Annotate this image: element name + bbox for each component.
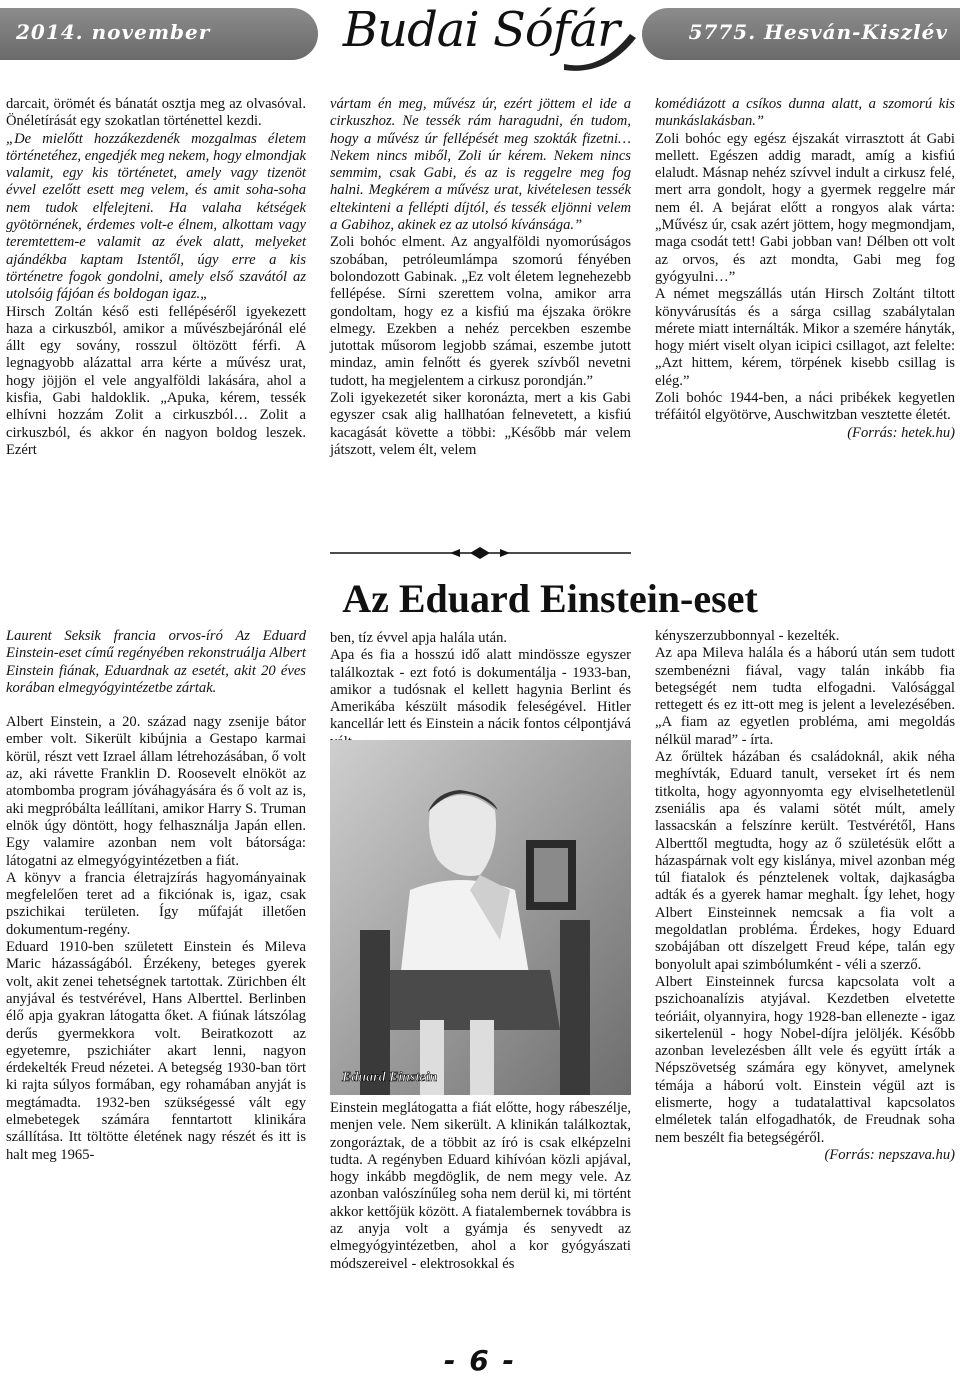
paragraph: kényszerzubbonnyal - kezelték. (655, 628, 840, 644)
article1-column-1 (6, 96, 306, 459)
paragraph: ben, tíz évvel apja halála után. (330, 630, 508, 646)
source-credit: (Forrás: hetek.hu) (847, 424, 955, 441)
paragraph: Apa és fia a hosszú idő alatt mindössze egyszer találkoztak - ezt fotó is dokumentálja - 1933-ban, amikor a tudósnak el kellett hagynia Berlint és Amerikába készült második feleségével. Hitler kancellár lett és Einstein a nácik fontos célpontjává (330, 647, 631, 733)
paragraph: Zoli bohóc 1944-ben, a náci pribékek kegyetlen tréfáitól elgyötörve, Auschwitzban vesztette életét. (655, 390, 955, 424)
masthead-logo: Budai Sófár (342, 2, 620, 58)
hebrew-date: 5775. Hesván-Kiszlév (688, 20, 948, 44)
article2-column-2-bottom (330, 1100, 631, 1273)
paragraph: „De mielőtt hozzákezdenék mozgalmas életem történetéhez, engedjék meg nekem, hogy elmondjak valamit, egy kis történetet, amely vagy tizenöt évvel ezelőtt esett meg velem, és amit soha-soha nem tudok elfelejteni. Ha valaha kétségek gyötörnének, érdemes volt-e élnem, alkottam vagy teremtettem-e valamit az évek alatt, melyeket ajándékba kaptam Istentől, úgy erre a kis történetre fogok gondolni, amely első szavától az utolsóig fájóan és boldogan igaz.„ (6, 130, 306, 303)
lead-paragraph: Laurent Seksik francia orvos-író Az Eduard Einstein-eset című regényében rekonstruálja Albert Einstein fiának, Eduardnak az esetét, akit 20 éves korában elmegyógyintézetbe zártak. (6, 628, 306, 696)
article1-column-3 (655, 96, 955, 442)
eduard-einstein-photo (330, 740, 631, 1095)
paragraph: Albert Einsteinnek furcsa kapcsolata volt a pszichoanalízis atyjával. Kezdetben elvetette teóriáit, olyannyira, hogy 1928-ban ellenezte - igaz sikertelenül - hogy Nobel-díjra jelöljék. Később azonban levelezésben állt vele és együtt írták a Népszövetség számára egy könyvet, amelynek témája a háború volt. Einstein végül azt is elismerte, hogy a tudatalattival kapcsolatos elméletek talán elfogadhatók, de Freudnak soha nem beszélt fia betegségéről. (655, 973, 955, 1146)
paragraph: darcait, örömét és bánatát osztja meg az olvasóval. Önéletírását egy szokatlan történettel kezdi. (6, 96, 306, 130)
article2-column-1 (6, 628, 306, 1164)
source-credit: (Forrás: nepszava.hu) (824, 1146, 955, 1163)
paragraph: Albert Einstein, a 20. század nagy zsenije bátor ember volt. Sikerült kibújnia a Gestapo karmai körül, részt vett Izrael állam létrehozásában, ő volt az, aki rávette Franklin D. Roosevelt elnököt az atombomba program jóváhagyására és ő volt az is, aki megpróbálta leállítani, amikor Harry S. Truman elnök úgy döntött, hogy felhasználja Japán ellen. Egy valamire azonban nem volt bátorsága: látogatni az elmegyógyintézetben a fiát. (6, 714, 306, 869)
paragraph: Zoli bohóc egy egész éjszakát virrasztott át Gabi mellett. Egészen addig maradt, amíg a kisfiú elaludt. Másnap nehéz szívvel indult a cirkusz felé, mert arra gondolt, hogy a gyermek reggelre már nem él. A bejárat előtt a rongyos alak várta: „Művész úr, csak azért jöttem, hogy megmondjam, maga csodát tett! Gabi jobban van! Délben ott volt az orvos, és azt mondta, Gabi meg fog gyógyulni…” (655, 130, 955, 285)
paragraph: vártam én meg, művész úr, ezért jöttem el ide a cirkuszhoz. Ne tessék rám haragudni, én tudom, hogy a művész úr fellépését meg szokták fizetni… Nekem nincs miből, Zoli úr kérem. Nekem nincs semmim, csak Gabi, és az is reggelre meg fog halni. Megkérem a művész urat, kivételesen tessék eltekinteni a fellépti díjtól, és tessék eljönni velem a Gabihoz, akinek ez az utolsó kívánsága.” (330, 96, 631, 234)
paragraph: Az őrültek házában és családoknál, akik néha meghívták, Eduard tanult, verseket írt és nem titkolta, hogy agyonnyomta egy elviselhetetlenül zseniális apa és valami sötét múlt, amely lassacskán a felszínre került. Testvérétől, Hans Alberttől megtudta, hogy az ő születésük előtt a házaspárnak volt egy kislánya, mivel azonban még túl fiatalok és pénztelenek voltak, dajkaságba adták és a gyerek hamar meghalt. Így lehet, hogy Albert Einsteinnek nemcsak a fia volt a megoldatlan probléma. Érdekes, hogy Eduard szobájában ott díszelgett Freud képe, talán egy bonyolult apai szimbólumként - véli a szerző. (655, 749, 955, 973)
paragraph: Eduard 1910-ben született Einstein és Mileva Maric házasságából. Érzékeny, beteges gyerek volt, akit zenei tehetségnek tartottak. Zürichben élt anyjával és testvérével, Hans Alberttel. Berlinben élő apja gyakran látogatta őket. A fiúnak látszólag derűs gyermekkora volt. Beiratkozott az egyetemre, pszichiáter akart lenni, nagyon érdekelték Freud nézetei. A betegség 1930-ban tört ki rajta súlyos formában, egy rohamában anyját is megtámadta. 1932-ben szükségessé vált egy elmebetegek számára fenntartott klinikára szállítása. Itt töltötte életének nagy részét és itt is halt meg 1965- (6, 939, 306, 1163)
paragraph: A német megszállás után Hirsch Zoltánt tiltott könyvárusítás és a sárga csillag szabálytalan mérete miatt internálták. Mikor a szemére hányták, hogy miért viselt olyan icipici csillagot, azt felelte: „Azt hittem, kérem, törpének kisebb csillag is elég.” (655, 286, 955, 389)
shofar-horn-icon (560, 24, 640, 74)
divider-ornament (330, 546, 631, 560)
photo-caption: Eduard Einstein (342, 1070, 438, 1085)
page-number: - 6 - (443, 1344, 517, 1377)
article2-column-3 (655, 628, 955, 1164)
issue-date: 2014. november (16, 20, 211, 44)
article2-headline: Az Eduard Einstein-eset (342, 576, 758, 621)
header-band (0, 0, 960, 62)
paragraph: Zoli igyekezetét siker koronázta, mert a kis Gabi egyszer csak alig hallhatóan felnevetett, a kisfiú kacagását követte a többi: „Később már velem játszott, velem élt, velem (330, 390, 631, 458)
article1-column-2 (330, 96, 631, 459)
paragraph: Zoli bohóc elment. Az angyalföldi nyomorúságos szobában, petróleumlámpa szomorú fényében bolondozott Gabinak. „Ez volt életem legnehezebb fellépése. Sírni szerettem volna, amikor arra gondoltam, hogy ez a kisfiú ma éjszaka örökre elmegy. Ezekben a nehéz percekben eszembe jutottak műsorom legjobb számai, eszembe jutott mindaz, amin felnőtt és gyerek szívből nevetni tudott, ha megjelentem a cirkusz porondján.” (330, 234, 631, 389)
paragraph: komédiázott a csíkos dunna alatt, a szomorú kis munkáslakásban.” (655, 96, 955, 130)
paragraph: A könyv a francia életrajzírás hagyományainak megfelelően teret ad a fikciónak is, igaz, csak pszichikai területen. Így műfaját illetően dokumentum-regény. (6, 869, 306, 938)
article2-column-2-top (330, 630, 631, 751)
paragraph: Az apa Mileva halála és a háború után sem tudott szembenézni fiával, vagy talán inkább fia betegségét nem tudta elfogadni. Valósággal rettegett és ez itt-ott meg is jelent a levelezésében. „A fiam az egyetlen probléma, ami megoldás nélkül marad” - írta. (655, 645, 955, 748)
paragraph: Hirsch Zoltán késő esti fellépéséről igyekezett haza a cirkuszból, amikor a művészbejárónál elé állt egy sovány, rosszul öltözött férfi. A legnagyobb alázattal arra kérte a művész urat, hogy jöjjön el vele angyalföldi lakására, ahol a kisfia, Gabi haldoklik. „Apuka, kérem, tessék elhívni hozzám Zolit a cirkuszból… Zolit a cirkuszból, és akkor én nagyon boldog leszek. Ezért (6, 303, 306, 458)
paragraph: Einstein meglátogatta a fiát előtte, hogy rábeszélje, menjen vele. Nem sikerült. A klinikán találkoztak, zongoráztak, de a többit az író is csak elképzelni tudta. A regényben Eduard kihívóan közli apjával, hogy inkább megdöglik, de nem megy vele. Az azonban valószínűleg soha nem derül ki, mi történt akkor kettőjük között. A fiatalembernek továbbra is az anyja volt a gyámja és senyvedt az elmegyógyintézetben, ahol a kor gyógyászati módszereivel - elektrosokkal és (330, 1100, 631, 1272)
